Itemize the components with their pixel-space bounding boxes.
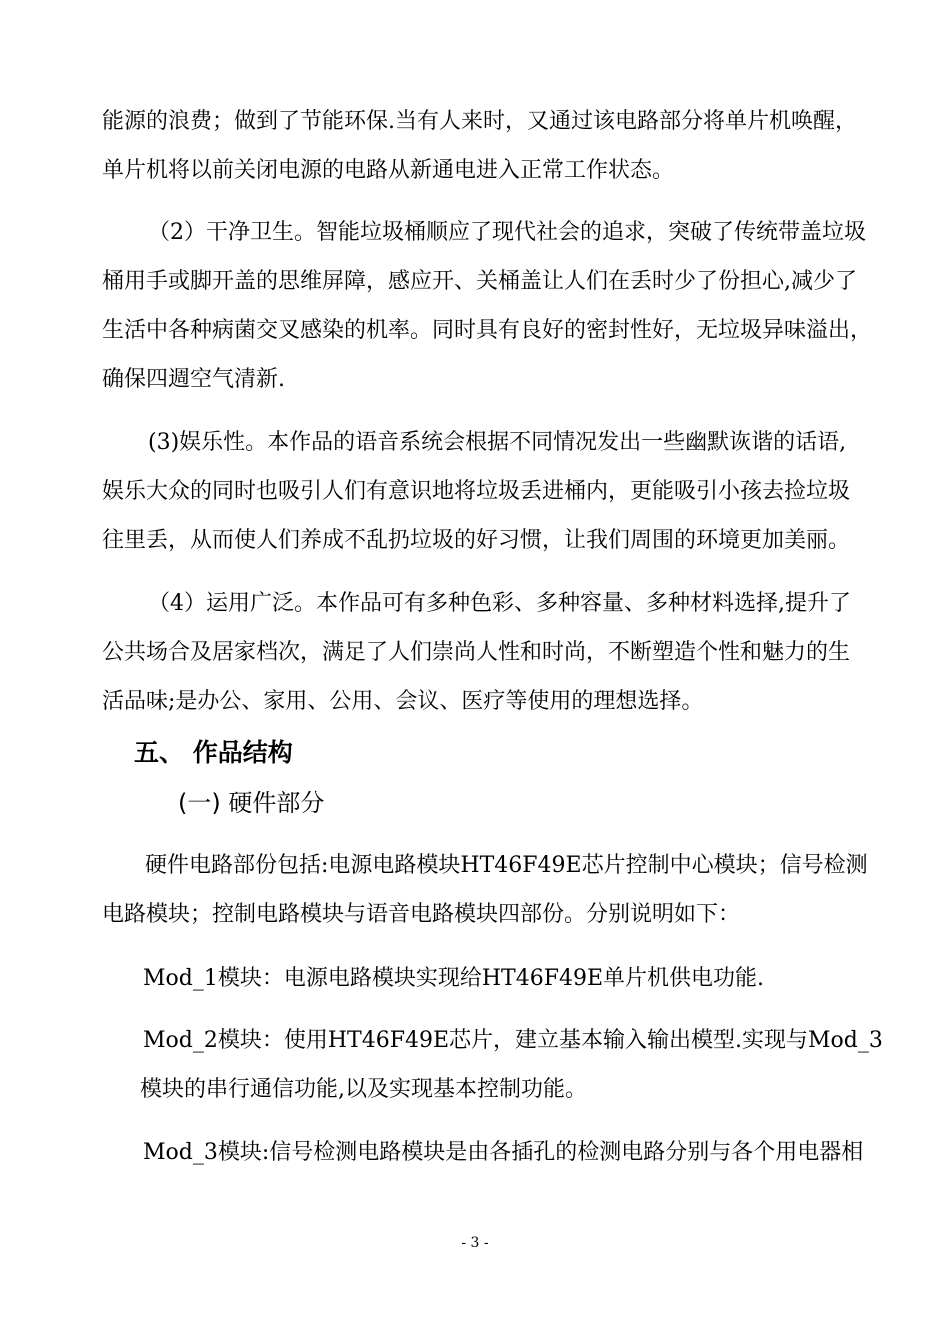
paragraph-line: (3)娱乐性。本作品的语音系统会根据不同情况发出一些幽默诙谐的话语, <box>148 430 847 455</box>
paragraph-line: 电路模块；控制电路模块与语音电路模块四部份。分别说明如下： <box>102 902 741 927</box>
paragraph-line: Mod_1模块：电源电路模块实现给HT46F49E单片机供电功能. <box>143 966 765 991</box>
section-heading: 五、 作品结构 <box>134 738 293 767</box>
paragraph-line: Mod_3模块:信号检测电路模块是由各插孔的检测电路分别与各个用电器相 <box>143 1140 864 1165</box>
paragraph-line: （2）干净卫生。智能垃圾桶顺应了现代社会的追求，突破了传统带盖垃圾 <box>148 220 866 245</box>
paragraph-line: 单片机将以前关闭电源的电路从新通电进入正常工作状态。 <box>102 158 675 183</box>
paragraph-line: 公共场合及居家档次，满足了人们崇尚人性和时尚，不断塑造个性和魅力的生 <box>102 640 851 665</box>
paragraph-line: 活品味;是办公、家用、公用、会议、医疗等使用的理想选择。 <box>102 689 704 714</box>
paragraph-line: 生活中各种病菌交叉感染的机率。同时具有良好的密封性好，无垃圾异味溢出， <box>102 318 873 343</box>
paragraph-line: （4）运用广泛。本作品可有多种色彩、多种容量、多种材料选择,提升了 <box>148 591 851 616</box>
paragraph-line: 往里丢，从而使人们养成不乱扔垃圾的好习惯，让我们周围的环境更加美丽。 <box>102 528 851 553</box>
paragraph-line: 桶用手或脚开盖的思维屏障，感应开、关桶盖让人们在丢时少了份担心,减少了 <box>102 269 857 294</box>
paragraph-line: 硬件电路部份包括:电源电路模块HT46F49E芯片控制中心模块；信号检测 <box>145 853 868 878</box>
paragraph-line: 能源的浪费；做到了节能环保.当有人来时，又通过该电路部分将单片机唤醒， <box>102 109 857 134</box>
page-number: - 3 - <box>461 1235 489 1251</box>
paragraph-line: Mod_2模块：使用HT46F49E芯片，建立基本输入输出模型.实现与Mod_3 <box>143 1028 883 1053</box>
paragraph-line: 娱乐大众的同时也吸引人们有意识地将垃圾丢进桶内，更能吸引小孩去捡垃圾 <box>102 479 851 504</box>
subsection-heading: (一) 硬件部分 <box>178 789 325 817</box>
paragraph-line: 确保四週空气清新. <box>102 367 285 392</box>
paragraph-line: 模块的串行通信功能,以及实现基本控制功能。 <box>140 1077 587 1102</box>
